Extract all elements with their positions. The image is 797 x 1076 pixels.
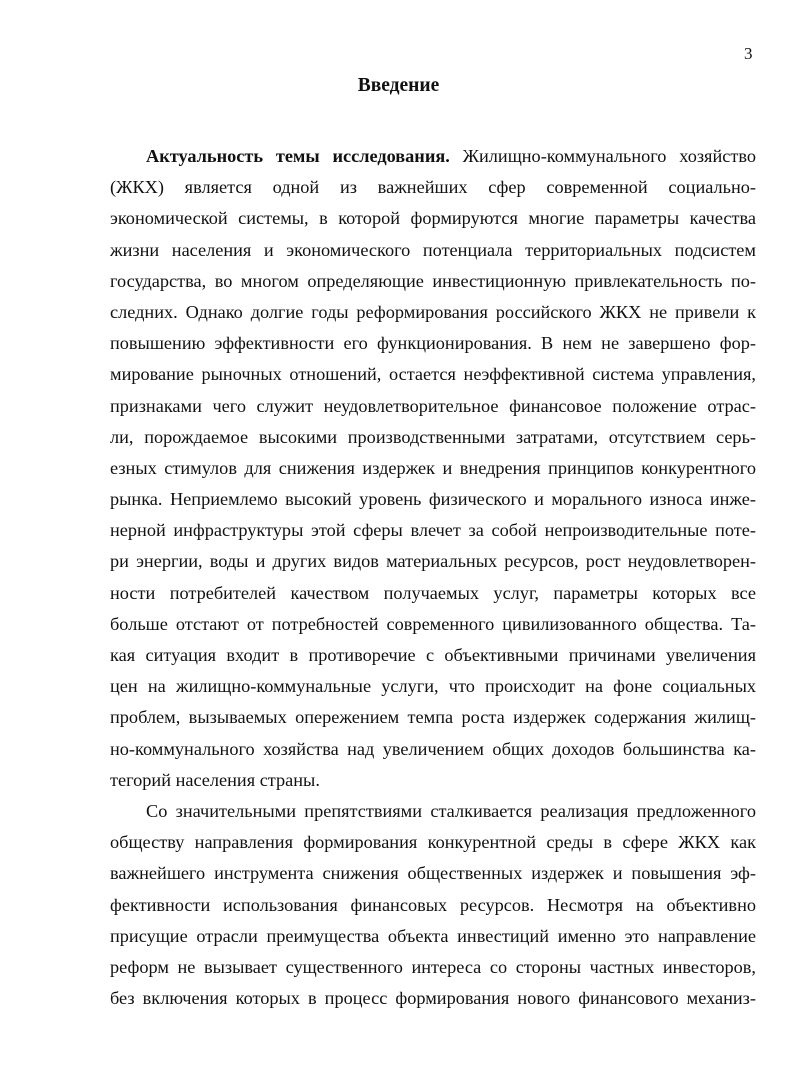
- text-line: следних. Однако долгие годы реформирования российского ЖКХ не привели к: [110, 301, 756, 322]
- text-line: нерной инфраструктуры этой сферы влечет за собой непроизводительные поте-: [110, 520, 756, 541]
- text-line: обществу направления формирования конкурентной среды в сфере ЖКХ как: [110, 832, 756, 853]
- text-line: важнейшего инструмента снижения общественных издержек и повышения эф-: [110, 863, 756, 884]
- text-line: но-коммунального хозяйства над увеличением общих доходов большинства ка-: [110, 738, 756, 759]
- text-line: экономической системы, в которой формируются многие параметры качества: [110, 208, 756, 229]
- text-line: (ЖКХ) является одной из важнейших сфер современной социально-: [110, 177, 756, 198]
- text-line: езных стимулов для снижения издержек и внедрения принципов конкурентного: [110, 457, 756, 478]
- text-line: присущие отрасли преимущества объекта инвестиций именно это направление: [110, 925, 756, 946]
- text-line: реформ не вызывает существенного интереса со стороны частных инвесторов,: [110, 956, 756, 977]
- text-line: проблем, вызываемых опережением темпа роста издержек содержания жилищ-: [110, 707, 756, 728]
- text-line: без включения которых в процесс формирования нового финансового механиз-: [110, 988, 756, 1009]
- text-line-content: Жилищно-коммунального хозяйство: [449, 146, 756, 166]
- text-line: ли, порождаемое высокими производственными затратами, отсутствием серь-: [110, 426, 756, 447]
- text-line: [110, 141, 756, 172]
- bold-lead: Актуальность темы исследования.: [146, 146, 450, 166]
- paragraph-1: [110, 141, 756, 796]
- text-line: ности потребителей качеством получаемых услуг, параметры которых все: [110, 582, 756, 603]
- title-area: [0, 0, 797, 120]
- text-line: кая ситуация входит в противоречие с объективными причинами увеличения: [110, 645, 756, 665]
- text-line: государства, во многом определяющие инвестиционную привлекательность по-: [110, 270, 756, 291]
- text-line: повышению эффективности его функционирования. В нем не завершено фор-: [110, 333, 756, 354]
- text-line: цен на жилищно-коммунальные услуги, что происходит на фоне социальных: [110, 676, 756, 697]
- text-line: мирование рыночных отношений, остается неэффективной система управления,: [110, 364, 756, 385]
- paragraph-2: [110, 796, 756, 1014]
- text-line: больше отстают от потребностей современного цивилизованного общества. Та-: [110, 613, 756, 634]
- text-line: фективности использования финансовых ресурсов. Несмотря на объективно: [110, 894, 756, 915]
- page-number: 3: [744, 44, 753, 63]
- text-line: тегорий населения страны.: [110, 769, 320, 790]
- document-body: [110, 141, 756, 1014]
- text-line: рынка. Неприемлемо высокий уровень физического и морального износа инже-: [110, 489, 756, 510]
- section-title: Введение: [357, 75, 440, 96]
- text-line: ри энергии, воды и других видов материальных ресурсов, рост неудовлетворен-: [110, 551, 756, 572]
- text-line: Со значительными препятствиями сталкивается реализация предложенного: [146, 800, 756, 821]
- text-line: признаками чего служит неудовлетворительное финансовое положение отрас-: [110, 395, 756, 416]
- text-line: жизни населения и экономического потенциала территориальных подсистем: [110, 239, 756, 260]
